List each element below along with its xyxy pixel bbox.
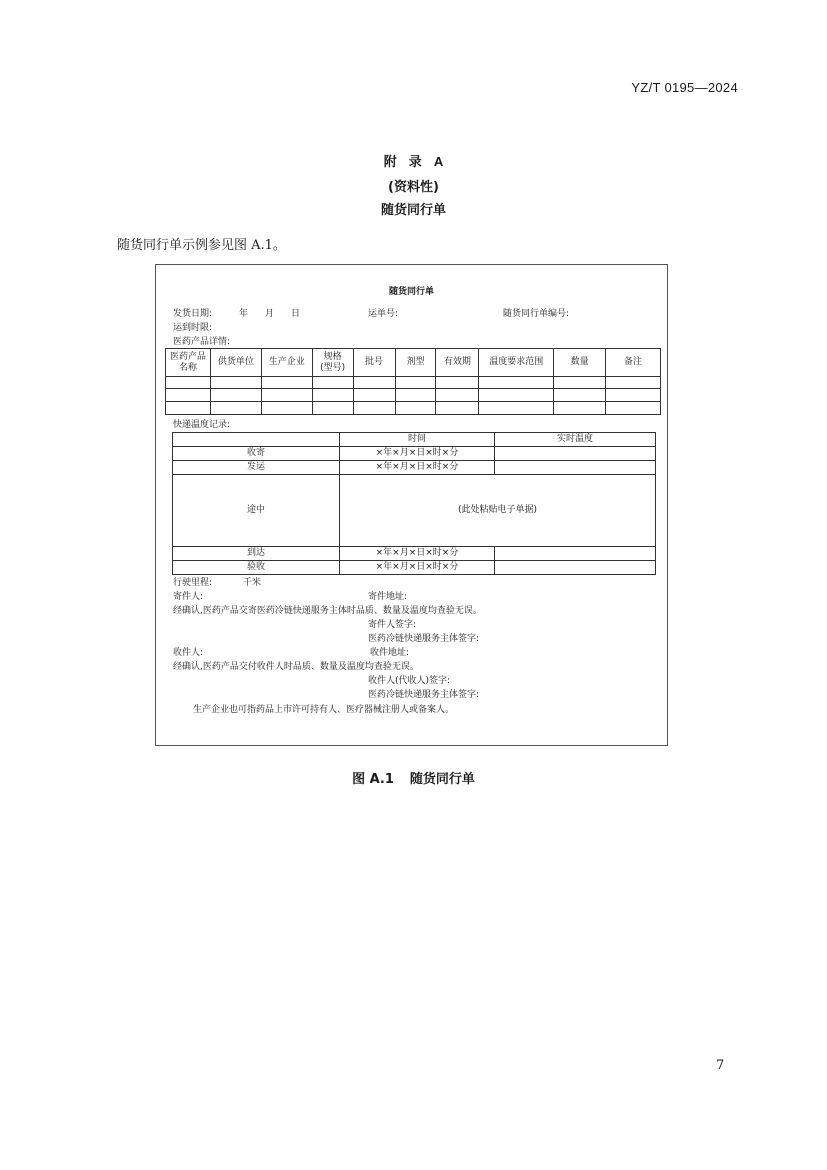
ship-date-label: 发货日期: — [173, 309, 213, 319]
stage-cell: 途中 — [173, 475, 340, 547]
col-product-name: 医药产品 名称 — [166, 349, 211, 377]
service-sign-label-2: 医药冷链快递服务主体签字: — [368, 690, 480, 700]
col-temp-range: 温度要求范围 — [479, 349, 554, 377]
col-expiry: 有效期 — [436, 349, 479, 377]
col-quantity: 数量 — [554, 349, 606, 377]
col-dosage-form: 剂型 — [395, 349, 436, 377]
service-sign-label-1: 医药冷链快递服务主体签字: — [368, 634, 480, 644]
temp-cell — [494, 547, 655, 561]
temp-cell — [494, 561, 655, 575]
time-cell: ×年×月×日×时×分 — [339, 461, 494, 475]
month-label: 月 — [265, 309, 275, 319]
appendix-letter: A — [433, 154, 444, 169]
sender-confirm-text: 经确认,医药产品交寄医药冷链快递服务主体时品质、数量及温度均查验无误。 — [173, 606, 482, 616]
temp-table-header — [173, 433, 656, 447]
sender-address-label: 寄件地址: — [368, 592, 408, 602]
mileage-unit: 千米 — [243, 578, 262, 588]
table-row — [173, 475, 656, 547]
year-label: 年 — [239, 309, 249, 319]
doc-no-label: 随货同行单编号: — [503, 309, 570, 319]
appendix-title: 随货同行单 — [380, 203, 446, 218]
temp-table — [172, 432, 656, 575]
time-cell: ×年×月×日×时×分 — [339, 447, 494, 461]
standard-code: YZ/T 0195—2024 — [631, 80, 738, 95]
stage-cell: 收寄 — [173, 447, 340, 461]
col-remarks: 备注 — [606, 349, 661, 377]
time-cell: ×年×月×日×时×分 — [339, 561, 494, 575]
page-number: 7 — [716, 1058, 725, 1073]
stage-cell: 验收 — [173, 561, 340, 575]
table-row — [166, 377, 661, 389]
product-table — [165, 348, 661, 415]
receiver-sign-label: 收件人(代收人)签字: — [368, 676, 451, 686]
product-details-label: 医药产品详情: — [173, 337, 231, 347]
mileage-label: 行驶里程: — [173, 578, 213, 588]
caption-number: 图 A.1 — [352, 772, 394, 787]
appendix-nature: (资料性) — [388, 180, 439, 195]
sender-label: 寄件人: — [173, 592, 204, 602]
temp-record-label: 快递温度记录: — [173, 420, 231, 430]
product-table-header — [166, 349, 661, 377]
time-cell: ×年×月×日×时×分 — [339, 547, 494, 561]
sender-sign-label: 寄件人签字: — [368, 620, 417, 630]
appendix-label-2: 录 — [408, 155, 422, 170]
col-spec: 规格 (型号) — [312, 349, 353, 377]
col-manufacturer: 生产企业 — [261, 349, 312, 377]
waybill-no-label: 运单号: — [368, 309, 399, 319]
col-realtime-temp: 实时温度 — [494, 433, 655, 447]
col-supplier: 供货单位 — [210, 349, 261, 377]
figure-caption — [0, 768, 827, 787]
temp-cell — [494, 461, 655, 475]
footnote: 生产企业也可指药品上市许可持有人、医疗器械注册人或备案人。 — [193, 705, 455, 715]
delivery-limit-label: 运到时限: — [173, 323, 213, 333]
stage-cell: 到达 — [173, 547, 340, 561]
caption-title: 随货同行单 — [409, 772, 475, 787]
receiver-address-label: 收件地址: — [370, 648, 410, 658]
receiver-confirm-text: 经确认,医药产品交付收件人时品质、数量及温度均查验无误。 — [173, 662, 419, 672]
intro-text: 随货同行单示例参见图 A.1。 — [117, 238, 286, 253]
table-row — [173, 447, 656, 461]
appendix-heading — [0, 151, 827, 170]
col-time: 时间 — [339, 433, 494, 447]
table-row — [173, 547, 656, 561]
appendix-label: 附 — [383, 155, 397, 170]
paste-receipt-cell: (此处粘贴电子单据) — [339, 475, 655, 547]
table-row — [166, 402, 661, 415]
table-row — [173, 561, 656, 575]
table-row — [166, 389, 661, 402]
form-title: 随货同行单 — [388, 287, 434, 297]
receiver-label: 收件人: — [173, 648, 204, 658]
temp-cell — [494, 447, 655, 461]
col-batch: 批号 — [353, 349, 395, 377]
stage-cell: 发运 — [173, 461, 340, 475]
day-label: 日 — [291, 309, 301, 319]
table-row — [173, 461, 656, 475]
